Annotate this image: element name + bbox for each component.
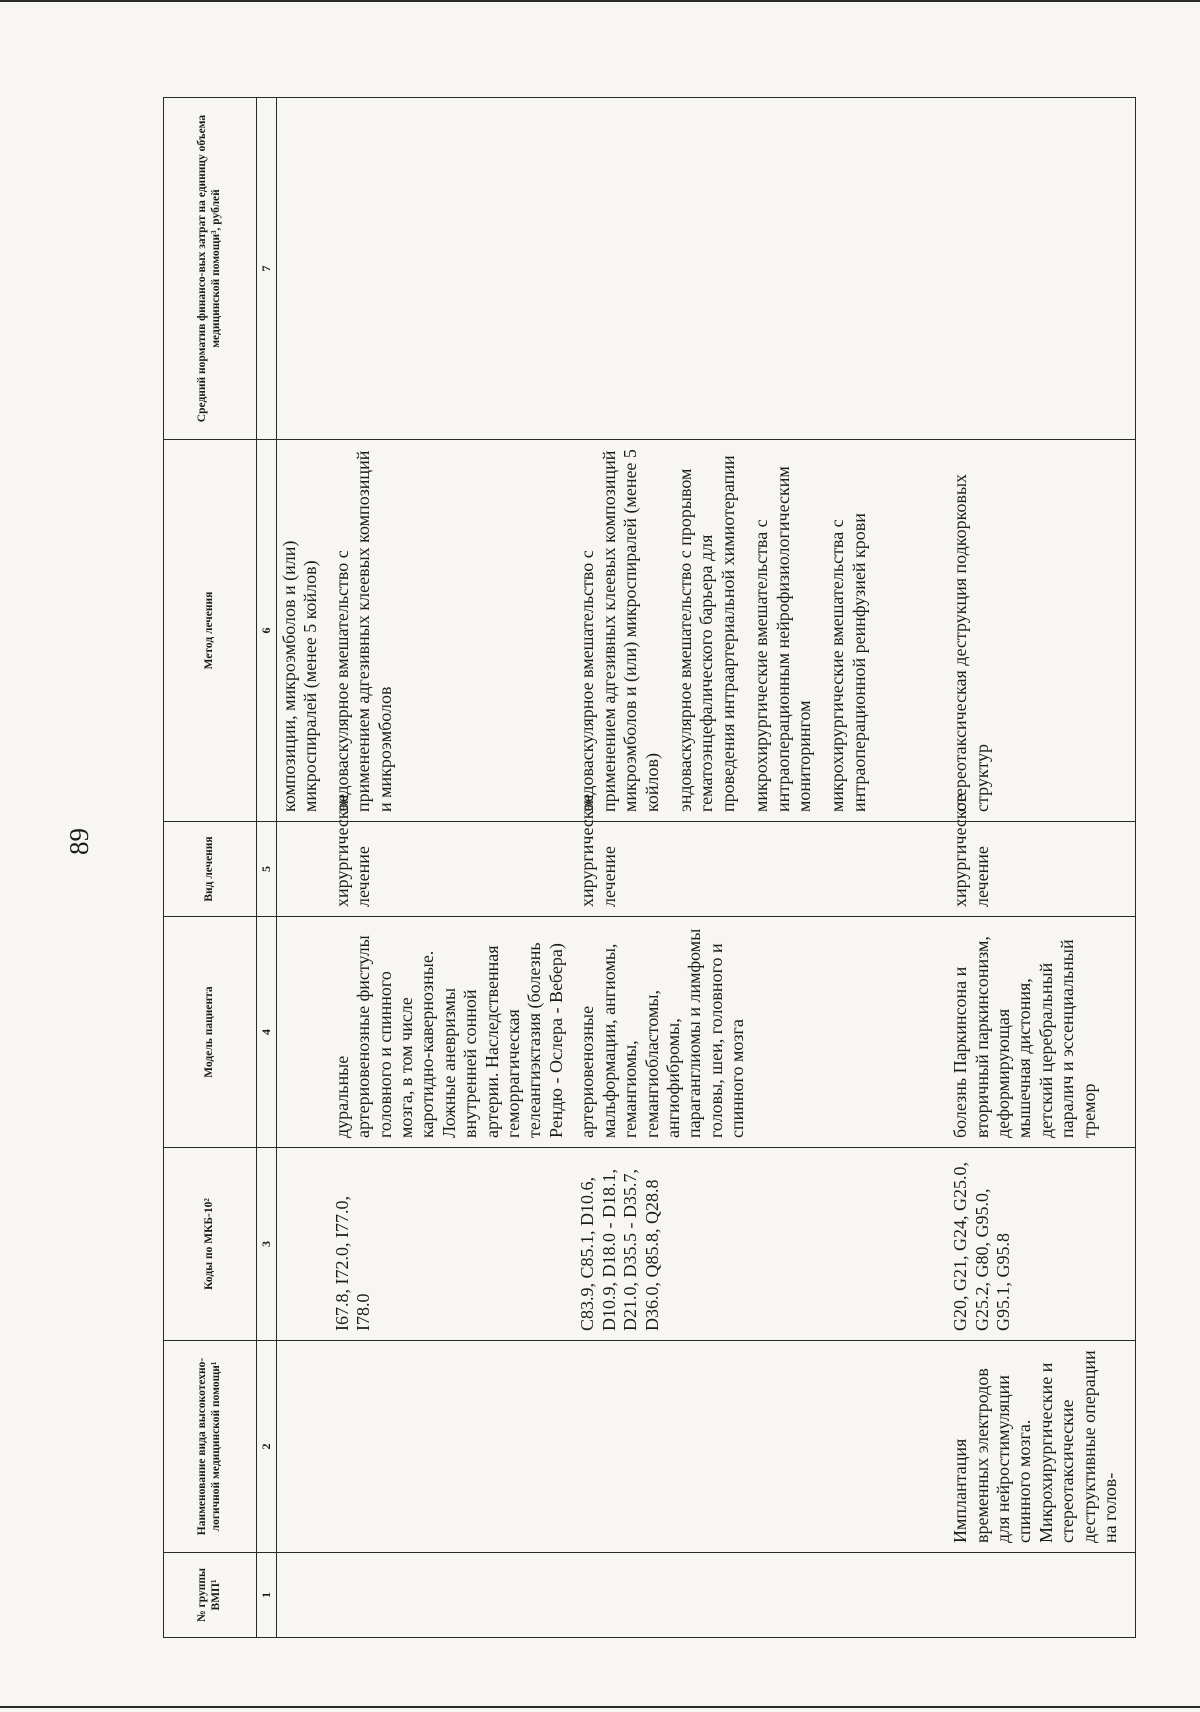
method-item: стереотаксическая деструкция подкорковых структур: [950, 473, 992, 812]
cell-codes: I67.8, I72.0, I77.0, I78.0: [332, 1148, 577, 1341]
cell-name: Имплантация временных электродов для нейростимуляции спинного мозга. Микрохирургические и стереотаксические деструктивные операции на голов-: [950, 1341, 1136, 1553]
table-row: [277, 98, 332, 1638]
cell-method: [332, 440, 577, 822]
header-row: [164, 98, 257, 1638]
vmp-table: [163, 97, 1136, 1638]
header-name: Наименование вида высокотехно-логичной медицинской помощи¹: [164, 1341, 257, 1553]
cell-codes: [277, 1148, 332, 1341]
method-item: композиции, микроэмболов и (или) микроспиралей (менее 5 койлов): [279, 540, 321, 812]
cell-group: [277, 1553, 332, 1638]
table-row: [950, 98, 1136, 1638]
table-row: [332, 98, 577, 1638]
cell-cost: [332, 98, 577, 440]
cell-group: [577, 1553, 950, 1638]
cell-codes: G20, G21, G24, G25.0, G25.2, G80, G95.0, G95.1, G95.8: [950, 1148, 1136, 1341]
column-number: 6: [257, 440, 277, 822]
cell-model: болезнь Паркинсона и вторичный паркинсонизм, деформирующая мышечная дистония, детский церебральный паралич и эссенциальный тремор: [950, 917, 1136, 1148]
cell-name: [577, 1341, 950, 1553]
column-number: 4: [257, 917, 277, 1148]
header-type: Вид лечения: [164, 822, 257, 917]
cell-method: [277, 440, 332, 822]
cell-type: хирургическое лечение: [577, 822, 950, 917]
cell-type: [277, 822, 332, 917]
method-item: эндоваскулярное вмешательство с применением адгезивных клеевых композиций микроэмболов и (или) микроспиралей (менее 5 койлов): [577, 449, 662, 812]
cell-name: [332, 1341, 577, 1553]
cell-group: [332, 1553, 577, 1638]
header-cost: Средний норматив финансо-вых затрат на единицу объема медицинской помощи³, рублей: [164, 98, 257, 440]
header-group: № группы ВМП¹: [164, 1553, 257, 1638]
cell-cost: [277, 98, 332, 440]
method-item: эндоваскулярное вмешательство с применением адгезивных клеевых композиций и микроэмболов: [331, 450, 395, 812]
column-number: 7: [257, 98, 277, 440]
cell-model: дуральные артериовенозные фистулы головного и спинного мозга, в том числе каротидно-кавернозные. Ложные аневризмы внутренней сонной артерии. Наследственная геморрагическая телеангиэктазия (болезнь Рендю - Ослера - Вебера): [332, 917, 577, 1148]
cell-group: [950, 1553, 1136, 1638]
cell-cost: [577, 98, 950, 440]
cell-spacer: [882, 449, 940, 812]
cell-codes: C83.9, C85.1, D10.6, D10.9, D18.0 - D18.1, D21.0, D35.5 - D35.7, D36.0, Q85.8, Q28.8: [577, 1148, 950, 1341]
column-number: 2: [257, 1341, 277, 1553]
scan-edge-bottom: [0, 1706, 1200, 1708]
column-number: 5: [257, 822, 277, 917]
cell-method: [950, 440, 1136, 822]
cell-name: [277, 1341, 332, 1553]
method-item: микрохирургические вмешательства с интраоперационным нейрофизиологическим мониторингом: [751, 466, 814, 812]
page-number: 89: [64, 828, 94, 855]
header-model: Модель пациента: [164, 917, 257, 1148]
scan-edge-top: [0, 0, 1200, 2]
cell-model: [277, 917, 332, 1148]
column-number: 1: [257, 1553, 277, 1638]
cell-model: артериовенозные мальформации, ангиомы, гемангиомы, гемангиобластомы, ангиофибромы, параганглиомы и лимфомы головы, шеи, головного и спинного мозга: [577, 917, 950, 1148]
cell-cost: [950, 98, 1136, 440]
cell-type: хирургическое лечение: [950, 822, 1136, 917]
rotated-table-page: [163, 98, 1120, 1638]
cell-type: хирургическое лечение: [332, 822, 577, 917]
method-item: микрохирургические вмешательства с интраоперационной реинфузией крови: [827, 513, 869, 812]
header-method: Метод лечения: [164, 440, 257, 822]
header-codes: Коды по МКБ-10²: [164, 1148, 257, 1341]
cell-method: [577, 440, 950, 822]
column-number-row: [257, 98, 277, 1638]
column-number: 3: [257, 1148, 277, 1341]
table-row: [577, 98, 950, 1638]
method-item: эндоваскулярное вмешательство с прорывом гематоэнцефалического барьера для проведения интраартериальной химиотерапии: [674, 455, 738, 812]
